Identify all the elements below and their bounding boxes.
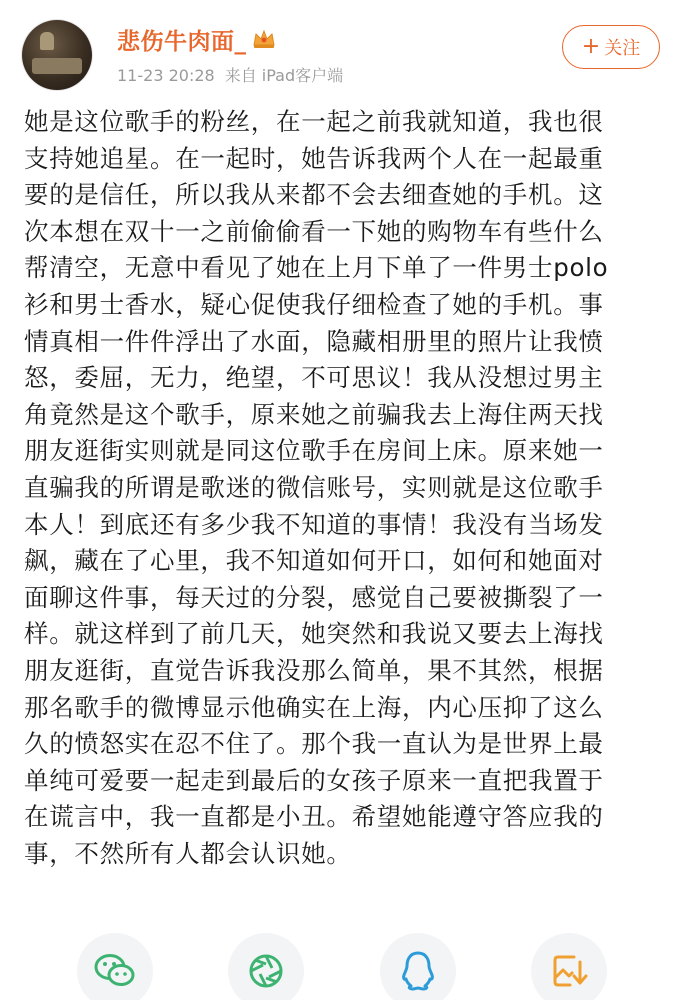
post-line: 次本想在双十一之前偷偷看一下她的购物车有些什么 (24, 216, 604, 246)
post-line: 那名歌手的微博显示他确实在上海，内心压抑了这么 (24, 692, 604, 722)
post-line: 朋友逛街，直觉告诉我没那么简单，果不其然，根据 (24, 655, 604, 685)
post-meta (117, 63, 353, 86)
post-line: 本人！到底还有多少我不知道的事情！我没有当场发 (24, 509, 604, 539)
save-image-icon (550, 952, 588, 990)
post-line: 久的愤怒实在忍不住了。那个我一直认为是世界上最 (24, 729, 604, 759)
moments-icon (246, 951, 286, 991)
author-name[interactable]: 悲伤牛肉面_ (117, 28, 247, 55)
post-line: 单纯可爱要一起走到最后的女孩子原来一直把我置于 (24, 765, 604, 795)
avatar-shelf-shape (32, 58, 82, 74)
save-image-button[interactable] (531, 933, 607, 1000)
post-line: 她是这位歌手的粉丝，在一起之前我就知道，我也很 (24, 107, 604, 136)
post-line: 衫和男士香水，疑心促使我仔细检查了她的手机。事 (24, 289, 604, 319)
post-line: 事，不然所有人都会认识她。 (24, 838, 352, 868)
share-qq-button[interactable] (380, 933, 456, 1000)
post-line: 样。就这样到了前几天，她突然和我说又要去上海找 (24, 619, 604, 649)
post-line: 在谎言中，我一直都是小丑。希望她能遵守答应我的 (24, 802, 604, 832)
share-wechat-button[interactable] (77, 933, 153, 1000)
post-line: 飙，藏在了心里，我不知道如何开口，如何和她面对 (24, 546, 604, 576)
plus-icon: + (581, 34, 601, 59)
share-bar (0, 925, 683, 1000)
post-timestamp: 11-23 20:28 (117, 66, 215, 85)
post-line: 情真相一件件浮出了水面，隐藏相册里的照片让我愤 (24, 326, 604, 356)
post-text (24, 104, 654, 872)
post-line: 支持她追星。在一起时，她告诉我两个人在一起最重 (24, 143, 604, 173)
post-line: 怒，委屈，无力，绝望，不可思议！我从没想过男主 (24, 363, 604, 393)
post-line: 直骗我的所谓是歌迷的微信账号，实则就是这位歌手 (24, 472, 604, 502)
post-line: 要的是信任，所以我从来都不会去细查她的手机。这 (24, 180, 604, 210)
follow-label: 关注 (604, 38, 641, 59)
crown-badge-icon[interactable] (251, 28, 277, 50)
post-header (0, 0, 683, 100)
post-line: 角竟然是这个歌手，原来她之前骗我去上海住两天找 (24, 399, 604, 429)
post-line: 帮清空，无意中看见了她在上月下单了一件男士polo (24, 253, 609, 283)
avatar-lamp-shape (40, 32, 54, 50)
post-line: 朋友逛街实则就是同这位歌手在房间上床。原来她一 (24, 436, 604, 466)
author-avatar[interactable] (22, 20, 92, 90)
share-moments-button[interactable] (228, 933, 304, 1000)
post-line: 面聊这件事，每天过的分裂，感觉自己要被撕裂了一 (24, 582, 604, 612)
qq-icon (400, 950, 436, 992)
follow-button[interactable] (562, 25, 660, 69)
post-source: 来自 iPad客户端 (224, 66, 344, 85)
wechat-icon (93, 951, 137, 991)
username-row (117, 22, 277, 56)
